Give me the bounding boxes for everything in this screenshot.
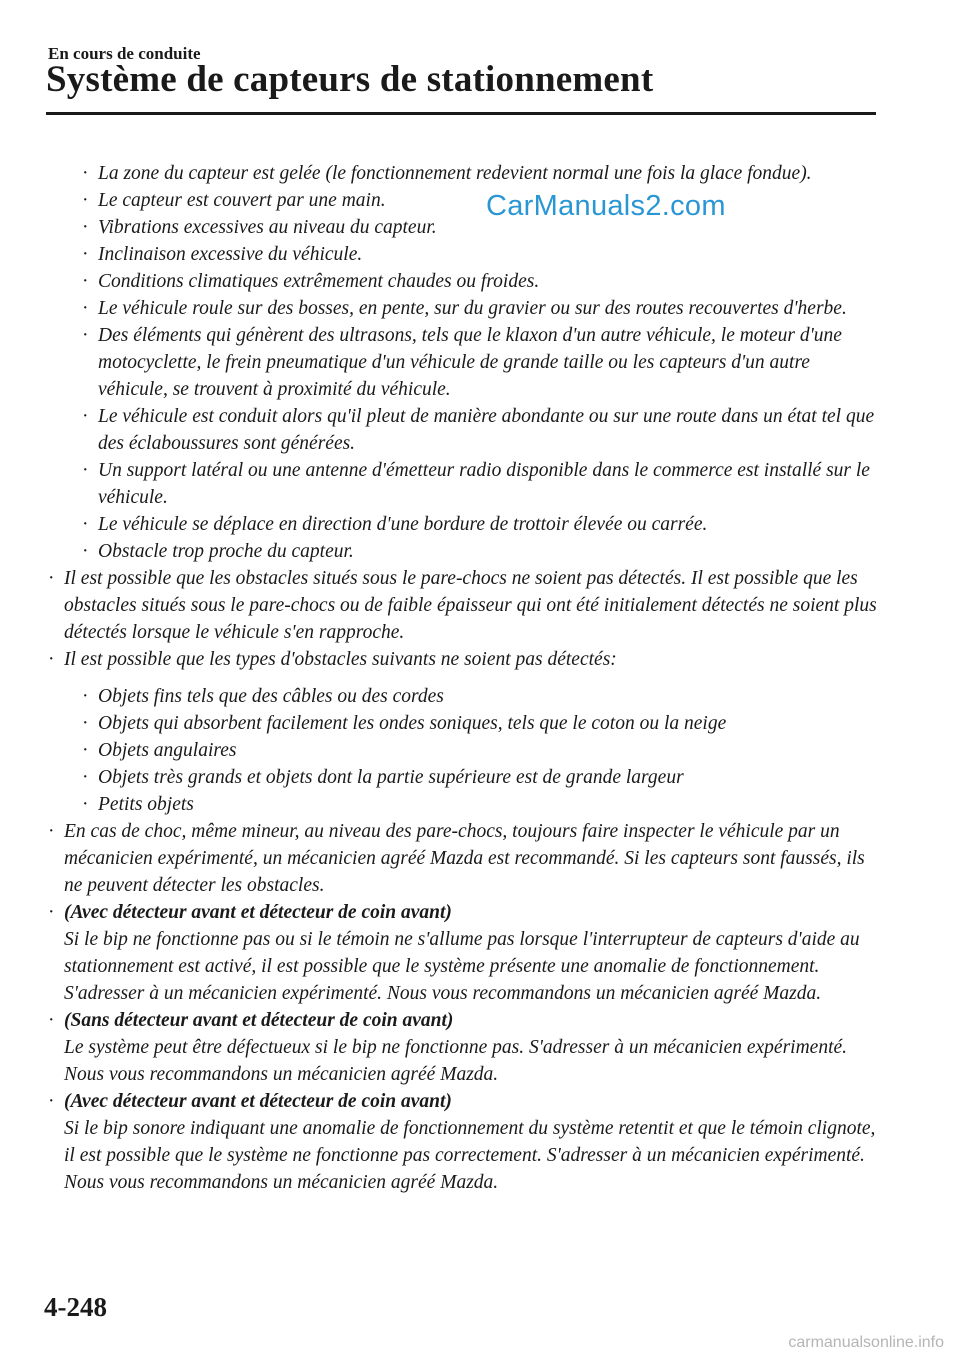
watermark-text: CarManuals2.com — [486, 190, 726, 222]
sub-list-conditions — [48, 160, 878, 565]
note-heading: (Sans détecteur avant et détecteur de coin avant) — [64, 1010, 454, 1031]
note-text: Le système peut être défectueux si le bip ne fonctionne pas. S'adresser à un mécanicien expérimenté. Nous vous recommandons un mécanicien agréé Mazda. — [64, 1037, 848, 1085]
list-item: · Petits objets — [82, 791, 878, 818]
bullet-icon: · — [82, 541, 89, 562]
bullet-icon: · — [82, 794, 89, 815]
bullet-icon: · — [82, 190, 89, 211]
bullet-icon: · — [82, 460, 89, 481]
list-item: · Le véhicule se déplace en direction d'une bordure de trottoir élevée ou carrée. — [82, 511, 878, 538]
bullet-icon: · — [82, 325, 89, 346]
bullet-under-bumper: · Il est possible que les obstacles situés sous le pare-chocs ne soient pas détectés. Il est possible que les obstacles situés sous le pare-chocs ou de faible épaisseur qui ont été initialement détectés ne soient plus détectés lorsque le véhicule s'en rapproche. — [48, 565, 878, 646]
bullet-icon: · — [48, 649, 55, 670]
list-item: · Conditions climatiques extrêmement chaudes ou froides. — [82, 268, 878, 295]
bullet-icon: · — [82, 514, 89, 535]
note-with-front-sensors — [48, 899, 878, 1007]
list-item: · Le véhicule est conduit alors qu'il pleut de manière abondante ou sur une route dans un état tel que des éclaboussures sont générées. — [82, 403, 878, 457]
bullet-icon: · — [48, 821, 55, 842]
list-item: · Des éléments qui génèrent des ultrasons, tels que le klaxon d'un autre véhicule, le moteur d'une motocyclette, le frein pneumatique d'un véhicule de grande taille ou les capteurs d'un autre véhicule, se trouvent à proximité du véhicule. — [82, 322, 878, 403]
sub-list-obstacle-types — [48, 683, 878, 818]
list-item: · Objets qui absorbent facilement les ondes soniques, tels que le coton ou la neige — [82, 710, 878, 737]
bullet-icon: · — [82, 713, 89, 734]
page-title: Système de capteurs de stationnement — [46, 59, 654, 100]
note-malfunction-beep — [48, 1088, 878, 1196]
list-item: · Objets très grands et objets dont la partie supérieure est de grande largeur — [82, 764, 878, 791]
note-text: Si le bip ne fonctionne pas ou si le témoin ne s'allume pas lorsque l'interrupteur de capteurs d'aide au stationnement est activé, il est possible que le système présente une anomalie de fonctionnement. S'adresser à un mécanicien expérimenté. Nous vous recommandons un mécanicien agréé Mazda. — [64, 929, 860, 1004]
bullet-icon: · — [82, 686, 89, 707]
list-item: · Inclinaison excessive du véhicule. — [82, 241, 878, 268]
bullet-icon: · — [82, 163, 89, 184]
list-item: · Obstacle trop proche du capteur. — [82, 538, 878, 565]
bullet-icon: · — [82, 244, 89, 265]
bullet-icon: · — [82, 271, 89, 292]
section-label: En cours de conduite — [48, 44, 201, 63]
list-item: · Objets angulaires — [82, 737, 878, 764]
list-item: · Le véhicule roule sur des bosses, en pente, sur du gravier ou sur des routes recouvertes d'herbe. — [82, 295, 878, 322]
page-number: 4-248 — [44, 1292, 107, 1322]
body-content — [48, 160, 878, 1196]
bullet-icon: · — [82, 406, 89, 427]
bullet-icon: · — [82, 767, 89, 788]
note-heading: (Avec détecteur avant et détecteur de coin avant) — [64, 902, 452, 923]
list-item: · Un support latéral ou une antenne d'émetteur radio disponible dans le commerce est installé sur le véhicule. — [82, 457, 878, 511]
footer-watermark: carmanualsonline.info — [788, 1334, 944, 1351]
bullet-icon: · — [48, 568, 55, 589]
list-item: · Objets fins tels que des câbles ou des cordes — [82, 683, 878, 710]
bullet-icon: · — [82, 298, 89, 319]
list-item: · Le capteur est couvert par une main. — [82, 187, 878, 214]
bullet-icon: · — [82, 740, 89, 761]
title-divider — [46, 112, 876, 115]
bullet-icon: · — [48, 902, 55, 923]
list-item: · Vibrations excessives au niveau du capteur. — [82, 214, 878, 241]
bullet-icon: · — [48, 1010, 55, 1031]
note-text: Si le bip sonore indiquant une anomalie de fonctionnement du système retentit et que le témoin clignote, il est possible que le système ne fonctionne pas correctement. S'adresser à un mécanicien expérimenté. Nous vous recommandons un mécanicien agréé Mazda. — [64, 1118, 876, 1193]
bullet-impact-inspection: · En cas de choc, même mineur, au niveau des pare-chocs, toujours faire inspecter le véhicule par un mécanicien expérimenté, un mécanicien agréé Mazda est recommandé. Si les capteurs sont faussés, ils ne peuvent détecter les obstacles. — [48, 818, 878, 899]
list-item: · La zone du capteur est gelée (le fonctionnement redevient normal une fois la glace fondue). — [82, 160, 878, 187]
note-heading: (Avec détecteur avant et détecteur de coin avant) — [64, 1091, 452, 1112]
bullet-icon: · — [48, 1091, 55, 1112]
bullet-icon: · — [82, 217, 89, 238]
note-without-front-sensors — [48, 1007, 878, 1088]
bullet-obstacle-types-intro: · Il est possible que les types d'obstacles suivants ne soient pas détectés: — [48, 646, 878, 673]
